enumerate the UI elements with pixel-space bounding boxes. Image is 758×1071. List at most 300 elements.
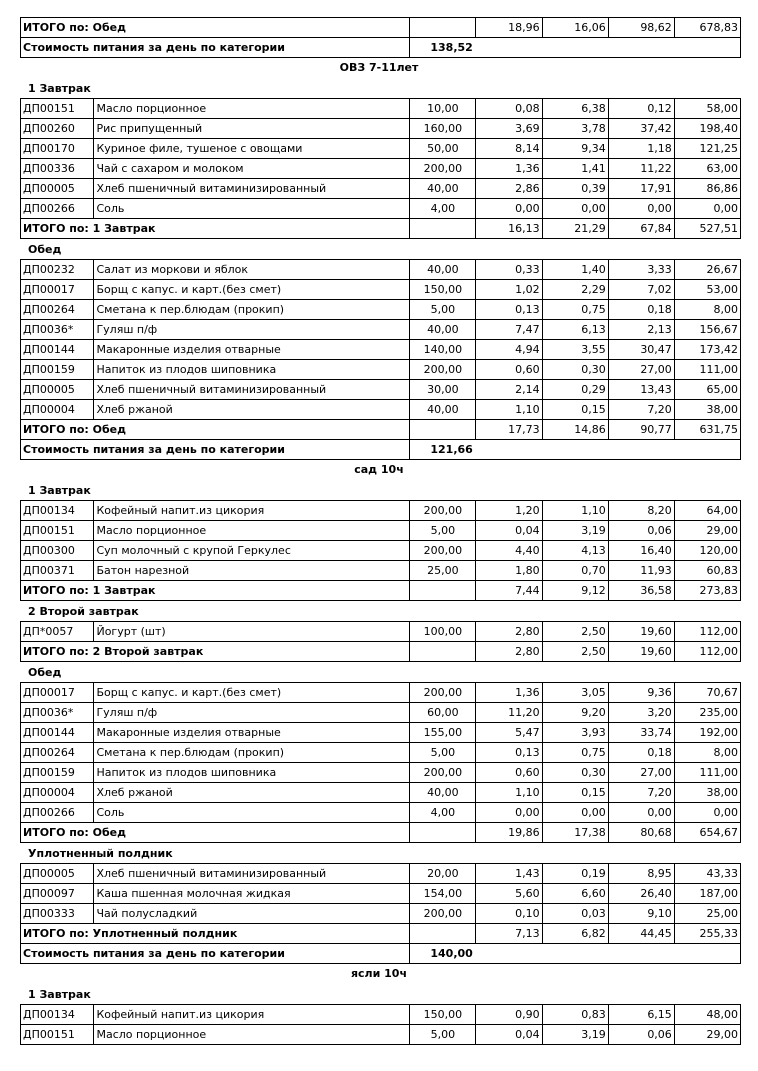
dish-code: ДП00004 xyxy=(21,783,94,803)
dish-calories: 173,42 xyxy=(674,340,740,360)
dish-quantity: 150,00 xyxy=(410,280,476,300)
meal-table xyxy=(20,500,741,601)
table-row xyxy=(21,783,741,803)
dish-fat: 2,50 xyxy=(542,622,608,642)
meal-table xyxy=(20,1004,741,1045)
table-row xyxy=(21,763,741,783)
dish-code: ДП00097 xyxy=(21,884,94,904)
dish-carbs: 0,18 xyxy=(608,743,674,763)
dish-quantity: 40,00 xyxy=(410,320,476,340)
dish-code: ДП00151 xyxy=(21,1025,94,1045)
total-calories: 527,51 xyxy=(674,219,740,239)
meal-title: Уплотненный полдник xyxy=(28,847,173,860)
dish-fat: 6,38 xyxy=(542,99,608,119)
dish-quantity: 150,00 xyxy=(410,1005,476,1025)
dish-protein: 1,20 xyxy=(476,501,542,521)
dish-calories: 111,00 xyxy=(674,763,740,783)
meal-total-row xyxy=(21,420,741,440)
dish-calories: 192,00 xyxy=(674,723,740,743)
total-protein: 19,86 xyxy=(476,823,542,843)
dish-protein: 2,80 xyxy=(476,622,542,642)
dish-name: Сметана к пер.блюдам (прокип) xyxy=(94,743,410,763)
dish-fat: 1,40 xyxy=(542,260,608,280)
dish-carbs: 8,95 xyxy=(608,864,674,884)
dish-name: Борщ с капус. и карт.(без смет) xyxy=(94,280,410,300)
dish-name: Масло порционное xyxy=(94,99,410,119)
dish-name: Соль xyxy=(94,199,410,219)
dish-name: Чай с сахаром и молоком xyxy=(94,159,410,179)
category-cost-label: Стоимость питания за день по категории xyxy=(21,38,410,58)
dish-carbs: 3,20 xyxy=(608,703,674,723)
table-row xyxy=(21,320,741,340)
dish-code: ДП00333 xyxy=(21,904,94,924)
dish-fat: 0,19 xyxy=(542,864,608,884)
category-title: ясли 10ч xyxy=(350,967,408,980)
dish-name: Кофейный напит.из цикория xyxy=(94,1005,410,1025)
dish-fat: 3,19 xyxy=(542,1025,608,1045)
dish-protein: 0,04 xyxy=(476,521,542,541)
dish-protein: 7,47 xyxy=(476,320,542,340)
dish-fat: 3,78 xyxy=(542,119,608,139)
dish-code: ДП00264 xyxy=(21,743,94,763)
dish-name: Рис припущенный xyxy=(94,119,410,139)
dish-quantity: 5,00 xyxy=(410,1025,476,1045)
dish-code: ДП*0057 xyxy=(21,622,94,642)
dish-name: Макаронные изделия отварные xyxy=(94,340,410,360)
meal-total-label: ИТОГО по: Обед xyxy=(21,420,410,440)
dish-protein: 4,94 xyxy=(476,340,542,360)
dish-quantity: 4,00 xyxy=(410,803,476,823)
dish-code: ДП00005 xyxy=(21,179,94,199)
dish-calories: 65,00 xyxy=(674,380,740,400)
total-carbs: 19,60 xyxy=(608,642,674,662)
dish-quantity: 30,00 xyxy=(410,380,476,400)
dish-calories: 26,67 xyxy=(674,260,740,280)
table-row xyxy=(21,1005,741,1025)
dish-fat: 0,75 xyxy=(542,300,608,320)
dish-fat: 3,19 xyxy=(542,521,608,541)
dish-calories: 0,00 xyxy=(674,803,740,823)
table-row xyxy=(21,400,741,420)
table-row xyxy=(21,199,741,219)
total-carbs: 90,77 xyxy=(608,420,674,440)
dish-code: ДП0036* xyxy=(21,703,94,723)
meal-title: 1 Завтрак xyxy=(28,484,91,497)
meal-table xyxy=(20,621,741,662)
dish-code: ДП00336 xyxy=(21,159,94,179)
table-row xyxy=(21,139,741,159)
dish-code: ДП00159 xyxy=(21,360,94,380)
category-cost-row xyxy=(21,440,741,460)
table-row xyxy=(21,360,741,380)
dish-calories: 187,00 xyxy=(674,884,740,904)
dish-protein: 1,36 xyxy=(476,683,542,703)
dish-carbs: 19,60 xyxy=(608,622,674,642)
dish-calories: 43,33 xyxy=(674,864,740,884)
total-carbs: 36,58 xyxy=(608,581,674,601)
total-protein: 2,80 xyxy=(476,642,542,662)
dish-code: ДП00266 xyxy=(21,803,94,823)
dish-quantity: 200,00 xyxy=(410,541,476,561)
dish-code: ДП00170 xyxy=(21,139,94,159)
table-row xyxy=(21,501,741,521)
dish-code: ДП00017 xyxy=(21,280,94,300)
dish-fat: 2,29 xyxy=(542,280,608,300)
dish-name: Йогурт (шт) xyxy=(94,622,410,642)
dish-calories: 64,00 xyxy=(674,501,740,521)
dish-protein: 5,47 xyxy=(476,723,542,743)
dish-carbs: 0,06 xyxy=(608,1025,674,1045)
dish-quantity: 25,00 xyxy=(410,561,476,581)
dish-calories: 156,67 xyxy=(674,320,740,340)
dish-fat: 3,55 xyxy=(542,340,608,360)
dish-code: ДП00134 xyxy=(21,501,94,521)
dish-quantity: 200,00 xyxy=(410,904,476,924)
dish-carbs: 13,43 xyxy=(608,380,674,400)
table-row xyxy=(21,300,741,320)
dish-carbs: 9,10 xyxy=(608,904,674,924)
dish-code: ДП00151 xyxy=(21,99,94,119)
dish-fat: 0,15 xyxy=(542,783,608,803)
top-fragment-table xyxy=(20,17,741,58)
dish-carbs: 11,93 xyxy=(608,561,674,581)
dish-code: ДП0036* xyxy=(21,320,94,340)
meal-total-row xyxy=(21,581,741,601)
dish-protein: 0,00 xyxy=(476,803,542,823)
dish-carbs: 0,12 xyxy=(608,99,674,119)
category-cost-label: Стоимость питания за день по категории xyxy=(21,440,410,460)
total-value: 16,06 xyxy=(542,18,608,38)
total-fat: 17,38 xyxy=(542,823,608,843)
dish-quantity: 200,00 xyxy=(410,501,476,521)
meal-title: Обед xyxy=(28,666,62,679)
meal-table xyxy=(20,98,741,239)
table-row xyxy=(21,884,741,904)
dish-fat: 0,00 xyxy=(542,803,608,823)
dish-name: Салат из моркови и яблок xyxy=(94,260,410,280)
meal-table xyxy=(20,259,741,460)
dish-quantity: 200,00 xyxy=(410,159,476,179)
dish-calories: 111,00 xyxy=(674,360,740,380)
dish-carbs: 7,20 xyxy=(608,783,674,803)
table-row xyxy=(21,280,741,300)
dish-protein: 8,14 xyxy=(476,139,542,159)
dish-protein: 1,43 xyxy=(476,864,542,884)
table-row xyxy=(21,340,741,360)
meal-total-row xyxy=(21,642,741,662)
dish-name: Хлеб пшеничный витаминизированный xyxy=(94,380,410,400)
total-fat: 14,86 xyxy=(542,420,608,440)
dish-calories: 198,40 xyxy=(674,119,740,139)
meal-total-label: ИТОГО по: Обед xyxy=(21,823,410,843)
total-calories: 654,67 xyxy=(674,823,740,843)
dish-quantity: 5,00 xyxy=(410,743,476,763)
table-row xyxy=(21,159,741,179)
dish-quantity: 154,00 xyxy=(410,884,476,904)
dish-quantity: 200,00 xyxy=(410,360,476,380)
dish-carbs: 0,00 xyxy=(608,803,674,823)
total-value: 678,83 xyxy=(674,18,740,38)
dish-calories: 235,00 xyxy=(674,703,740,723)
total-calories: 255,33 xyxy=(674,924,740,944)
dish-fat: 0,39 xyxy=(542,179,608,199)
dish-calories: 63,00 xyxy=(674,159,740,179)
dish-protein: 2,14 xyxy=(476,380,542,400)
dish-name: Суп молочный с крупой Геркулес xyxy=(94,541,410,561)
dish-carbs: 0,06 xyxy=(608,521,674,541)
dish-name: Батон нарезной xyxy=(94,561,410,581)
dish-carbs: 33,74 xyxy=(608,723,674,743)
dish-name: Хлеб ржаной xyxy=(94,783,410,803)
dish-protein: 0,13 xyxy=(476,743,542,763)
dish-quantity: 50,00 xyxy=(410,139,476,159)
dish-calories: 58,00 xyxy=(674,99,740,119)
table-row xyxy=(21,1025,741,1045)
dish-carbs: 26,40 xyxy=(608,884,674,904)
dish-calories: 112,00 xyxy=(674,622,740,642)
dish-code: ДП00371 xyxy=(21,561,94,581)
dish-protein: 0,00 xyxy=(476,199,542,219)
dish-carbs: 11,22 xyxy=(608,159,674,179)
dish-fat: 3,05 xyxy=(542,683,608,703)
dish-name: Гуляш п/ф xyxy=(94,703,410,723)
dish-code: ДП00005 xyxy=(21,864,94,884)
dish-fat: 0,30 xyxy=(542,360,608,380)
table-row xyxy=(21,803,741,823)
dish-quantity: 40,00 xyxy=(410,260,476,280)
total-protein: 16,13 xyxy=(476,219,542,239)
total-carbs: 44,45 xyxy=(608,924,674,944)
meal-total-label: ИТОГО по: Обед xyxy=(21,18,410,38)
dish-protein: 0,08 xyxy=(476,99,542,119)
dish-carbs: 9,36 xyxy=(608,683,674,703)
dish-calories: 70,67 xyxy=(674,683,740,703)
dish-carbs: 3,33 xyxy=(608,260,674,280)
table-row xyxy=(21,119,741,139)
dish-calories: 86,86 xyxy=(674,179,740,199)
table-row xyxy=(21,622,741,642)
dish-fat: 9,34 xyxy=(542,139,608,159)
dish-calories: 8,00 xyxy=(674,300,740,320)
dish-protein: 0,90 xyxy=(476,1005,542,1025)
meal-total-row xyxy=(21,924,741,944)
table-row xyxy=(21,723,741,743)
total-protein: 7,44 xyxy=(476,581,542,601)
dish-code: ДП00266 xyxy=(21,199,94,219)
dish-protein: 1,80 xyxy=(476,561,542,581)
dish-quantity: 20,00 xyxy=(410,864,476,884)
total-value: 98,62 xyxy=(608,18,674,38)
dish-calories: 29,00 xyxy=(674,521,740,541)
total-calories: 112,00 xyxy=(674,642,740,662)
dish-calories: 29,00 xyxy=(674,1025,740,1045)
meal-total-label: ИТОГО по: 2 Второй завтрак xyxy=(21,642,410,662)
dish-carbs: 0,00 xyxy=(608,199,674,219)
meal-total-label: ИТОГО по: 1 Завтрак xyxy=(21,581,410,601)
dish-carbs: 37,42 xyxy=(608,119,674,139)
dish-name: Чай полусладкий xyxy=(94,904,410,924)
dish-quantity: 40,00 xyxy=(410,179,476,199)
dish-carbs: 17,91 xyxy=(608,179,674,199)
dish-protein: 11,20 xyxy=(476,703,542,723)
meal-title: 1 Завтрак xyxy=(28,82,91,95)
dish-carbs: 7,20 xyxy=(608,400,674,420)
dish-name: Хлеб ржаной xyxy=(94,400,410,420)
total-carbs: 80,68 xyxy=(608,823,674,843)
dish-code: ДП00144 xyxy=(21,340,94,360)
dish-quantity: 200,00 xyxy=(410,683,476,703)
total-fat: 6,82 xyxy=(542,924,608,944)
dish-quantity: 155,00 xyxy=(410,723,476,743)
dish-calories: 38,00 xyxy=(674,783,740,803)
dish-protein: 0,04 xyxy=(476,1025,542,1045)
meal-title: Обед xyxy=(28,243,62,256)
dish-protein: 4,40 xyxy=(476,541,542,561)
total-fat: 21,29 xyxy=(542,219,608,239)
dish-protein: 0,33 xyxy=(476,260,542,280)
dish-carbs: 0,18 xyxy=(608,300,674,320)
dish-fat: 0,03 xyxy=(542,904,608,924)
table-row xyxy=(21,521,741,541)
dish-carbs: 30,47 xyxy=(608,340,674,360)
dish-protein: 1,10 xyxy=(476,783,542,803)
dish-fat: 1,41 xyxy=(542,159,608,179)
dish-fat: 0,30 xyxy=(542,763,608,783)
dish-calories: 38,00 xyxy=(674,400,740,420)
dish-name: Каша пшенная молочная жидкая xyxy=(94,884,410,904)
dish-carbs: 27,00 xyxy=(608,763,674,783)
table-row xyxy=(21,904,741,924)
dish-fat: 6,13 xyxy=(542,320,608,340)
dish-code: ДП00151 xyxy=(21,521,94,541)
dish-calories: 121,25 xyxy=(674,139,740,159)
total-carbs: 67,84 xyxy=(608,219,674,239)
dish-protein: 5,60 xyxy=(476,884,542,904)
dish-code: ДП00004 xyxy=(21,400,94,420)
dish-fat: 1,10 xyxy=(542,501,608,521)
meal-total-row xyxy=(21,219,741,239)
table-row xyxy=(21,541,741,561)
categories-container xyxy=(0,58,758,1045)
dish-quantity: 160,00 xyxy=(410,119,476,139)
dish-quantity: 40,00 xyxy=(410,783,476,803)
dish-code: ДП00260 xyxy=(21,119,94,139)
total-fat: 2,50 xyxy=(542,642,608,662)
dish-quantity: 100,00 xyxy=(410,622,476,642)
meal-table xyxy=(20,863,741,964)
table-row xyxy=(21,179,741,199)
total-calories: 273,83 xyxy=(674,581,740,601)
dish-fat: 0,00 xyxy=(542,199,608,219)
dish-protein: 1,02 xyxy=(476,280,542,300)
table-row xyxy=(21,561,741,581)
dish-fat: 0,29 xyxy=(542,380,608,400)
dish-code: ДП00300 xyxy=(21,541,94,561)
dish-quantity: 40,00 xyxy=(410,400,476,420)
category-cost-row xyxy=(21,944,741,964)
dish-carbs: 6,15 xyxy=(608,1005,674,1025)
dish-calories: 48,00 xyxy=(674,1005,740,1025)
dish-name: Макаронные изделия отварные xyxy=(94,723,410,743)
dish-fat: 0,15 xyxy=(542,400,608,420)
total-value: 18,96 xyxy=(476,18,542,38)
dish-calories: 120,00 xyxy=(674,541,740,561)
table-row xyxy=(21,380,741,400)
dish-quantity: 4,00 xyxy=(410,199,476,219)
total-calories: 631,75 xyxy=(674,420,740,440)
dish-code: ДП00232 xyxy=(21,260,94,280)
dish-protein: 0,10 xyxy=(476,904,542,924)
dish-name: Куриное филе, тушеное с овощами xyxy=(94,139,410,159)
dish-carbs: 27,00 xyxy=(608,360,674,380)
dish-fat: 6,60 xyxy=(542,884,608,904)
category-cost-value: 138,52 xyxy=(410,38,741,58)
dish-fat: 9,20 xyxy=(542,703,608,723)
dish-calories: 25,00 xyxy=(674,904,740,924)
dish-name: Соль xyxy=(94,803,410,823)
table-row xyxy=(21,683,741,703)
dish-code: ДП00144 xyxy=(21,723,94,743)
table-row xyxy=(21,864,741,884)
dish-quantity: 60,00 xyxy=(410,703,476,723)
dish-calories: 53,00 xyxy=(674,280,740,300)
table-row xyxy=(21,260,741,280)
meal-total-row xyxy=(21,18,741,38)
dish-name: Борщ с капус. и карт.(без смет) xyxy=(94,683,410,703)
meal-table xyxy=(20,682,741,843)
dish-protein: 1,10 xyxy=(476,400,542,420)
dish-fat: 0,70 xyxy=(542,561,608,581)
dish-fat: 0,75 xyxy=(542,743,608,763)
dish-name: Хлеб пшеничный витаминизированный xyxy=(94,864,410,884)
category-title: сад 10ч xyxy=(354,463,404,476)
table-row xyxy=(21,99,741,119)
dish-calories: 8,00 xyxy=(674,743,740,763)
dish-fat: 3,93 xyxy=(542,723,608,743)
table-row xyxy=(21,743,741,763)
meal-total-label: ИТОГО по: Уплотненный полдник xyxy=(21,924,410,944)
table-row xyxy=(21,703,741,723)
dish-name: Напиток из плодов шиповника xyxy=(94,763,410,783)
dish-protein: 0,60 xyxy=(476,763,542,783)
dish-name: Сметана к пер.блюдам (прокип) xyxy=(94,300,410,320)
category-cost-row xyxy=(21,38,741,58)
meal-total-row xyxy=(21,823,741,843)
dish-name: Масло порционное xyxy=(94,1025,410,1045)
dish-code: ДП00005 xyxy=(21,380,94,400)
dish-carbs: 2,13 xyxy=(608,320,674,340)
dish-quantity: 200,00 xyxy=(410,763,476,783)
menu-report-document xyxy=(0,17,758,1045)
total-protein: 17,73 xyxy=(476,420,542,440)
meal-total-label: ИТОГО по: 1 Завтрак xyxy=(21,219,410,239)
dish-quantity: 5,00 xyxy=(410,521,476,541)
total-protein: 7,13 xyxy=(476,924,542,944)
dish-code: ДП00159 xyxy=(21,763,94,783)
dish-name: Гуляш п/ф xyxy=(94,320,410,340)
dish-name: Хлеб пшеничный витаминизированный xyxy=(94,179,410,199)
dish-fat: 4,13 xyxy=(542,541,608,561)
dish-name: Кофейный напит.из цикория xyxy=(94,501,410,521)
dish-code: ДП00264 xyxy=(21,300,94,320)
dish-code: ДП00134 xyxy=(21,1005,94,1025)
dish-name: Масло порционное xyxy=(94,521,410,541)
category-cost-value: 140,00 xyxy=(410,944,741,964)
dish-protein: 2,86 xyxy=(476,179,542,199)
dish-quantity: 10,00 xyxy=(410,99,476,119)
dish-carbs: 7,02 xyxy=(608,280,674,300)
dish-quantity: 140,00 xyxy=(410,340,476,360)
